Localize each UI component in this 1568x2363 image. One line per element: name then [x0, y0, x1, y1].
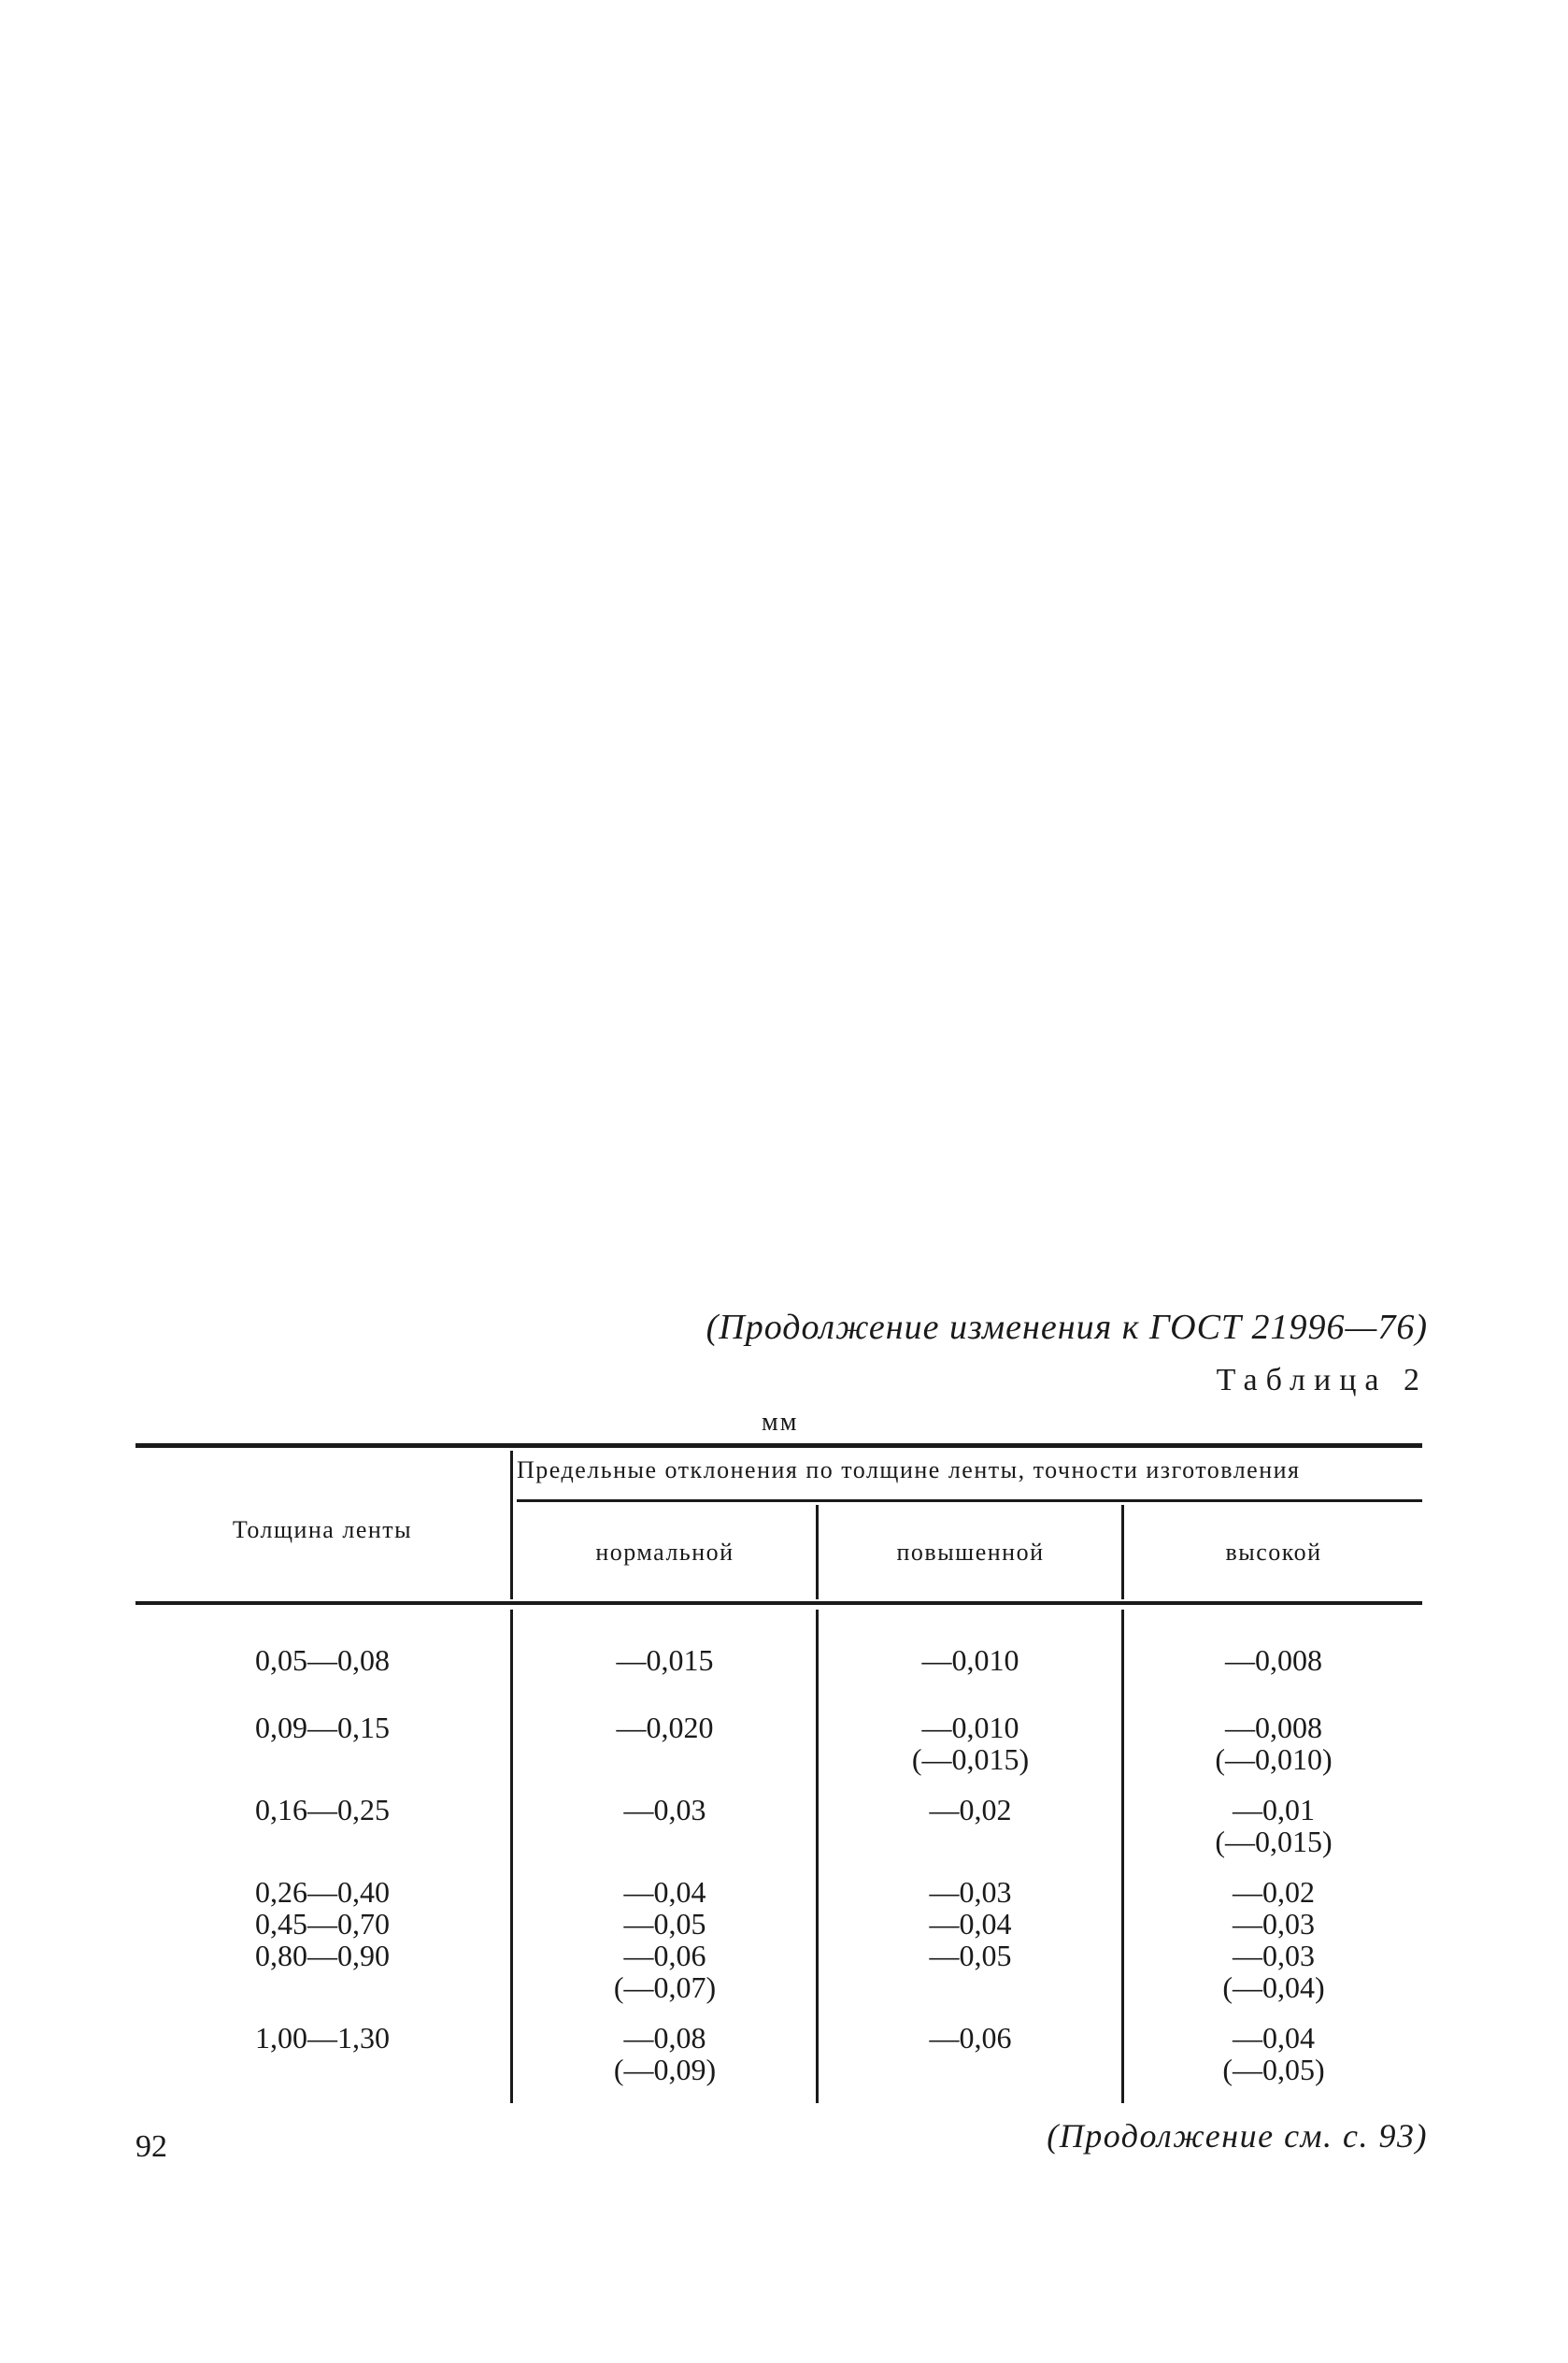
cell-normal-alt: (—0,07) [613, 1970, 717, 2004]
body-divider-3 [1121, 1610, 1124, 2103]
page-number: 92 [135, 2129, 167, 2164]
cell-high-alt: (—0,010) [1215, 1742, 1333, 1776]
cell-increased: —0,03 [929, 1875, 1012, 1909]
col-header-high: высокой [1225, 1539, 1322, 1566]
continuation-heading: (Продолжение изменения к ГОСТ 21996—76) [706, 1308, 1428, 1347]
cell-thickness: 0,05—0,08 [255, 1643, 390, 1677]
cell-thickness: 0,80—0,90 [255, 1939, 390, 1972]
cell-increased: —0,010 [921, 1643, 1019, 1677]
col-header-normal: нормальной [595, 1539, 734, 1566]
cell-increased: —0,010 [921, 1711, 1019, 1744]
table-top-rule [135, 1443, 1422, 1448]
header-divider-3 [1121, 1505, 1124, 1599]
cell-thickness: 0,09—0,15 [255, 1711, 390, 1744]
cell-normal: —0,04 [623, 1875, 706, 1909]
cell-increased: —0,02 [929, 1793, 1012, 1826]
cell-thickness: 0,45—0,70 [255, 1907, 390, 1941]
cell-high: —0,02 [1233, 1875, 1315, 1909]
body-divider-1 [510, 1610, 513, 2103]
body-divider-2 [816, 1610, 819, 2103]
cell-high: —0,03 [1233, 1939, 1315, 1972]
cell-normal: —0,08 [623, 2021, 706, 2055]
table-label: Таблица 2 [1216, 1363, 1428, 1397]
cell-increased: —0,05 [929, 1939, 1012, 1972]
cell-thickness: 0,26—0,40 [255, 1875, 390, 1909]
cell-high-alt: (—0,015) [1215, 1825, 1333, 1858]
cell-increased-alt: (—0,015) [911, 1742, 1030, 1776]
cell-high: —0,008 [1225, 1643, 1322, 1677]
cell-high: —0,008 [1225, 1711, 1322, 1744]
table-header-bottom-rule [135, 1601, 1422, 1605]
cell-increased: —0,04 [929, 1907, 1012, 1941]
cell-high-alt: (—0,05) [1222, 2053, 1325, 2086]
cell-high: —0,03 [1233, 1907, 1315, 1941]
cell-high: —0,01 [1233, 1793, 1315, 1826]
col-header-increased: повышенной [896, 1539, 1045, 1566]
cell-high-alt: (—0,04) [1222, 1970, 1325, 2004]
cell-normal: —0,06 [623, 1939, 706, 1972]
col-header-thickness: Толщина ленты [232, 1516, 413, 1543]
cell-thickness: 1,00—1,30 [255, 2021, 390, 2055]
cell-normal: —0,020 [616, 1711, 714, 1744]
group-header-rule [517, 1499, 1422, 1502]
cell-increased: —0,06 [929, 2021, 1012, 2055]
header-divider-1 [510, 1451, 513, 1599]
cell-normal: —0,015 [616, 1643, 714, 1677]
cell-high: —0,04 [1233, 2021, 1315, 2055]
unit-label: мм [762, 1408, 799, 1437]
col-group-header: Предельные отклонения по толщине ленты, точности изготовления [517, 1456, 1301, 1483]
cell-thickness: 0,16—0,25 [255, 1793, 390, 1826]
header-divider-2 [816, 1505, 819, 1599]
cell-normal: —0,03 [623, 1793, 706, 1826]
continuation-footer: (Продолжение см. с. 93) [1047, 2117, 1428, 2155]
cell-normal-alt: (—0,09) [613, 2053, 717, 2086]
cell-normal: —0,05 [623, 1907, 706, 1941]
